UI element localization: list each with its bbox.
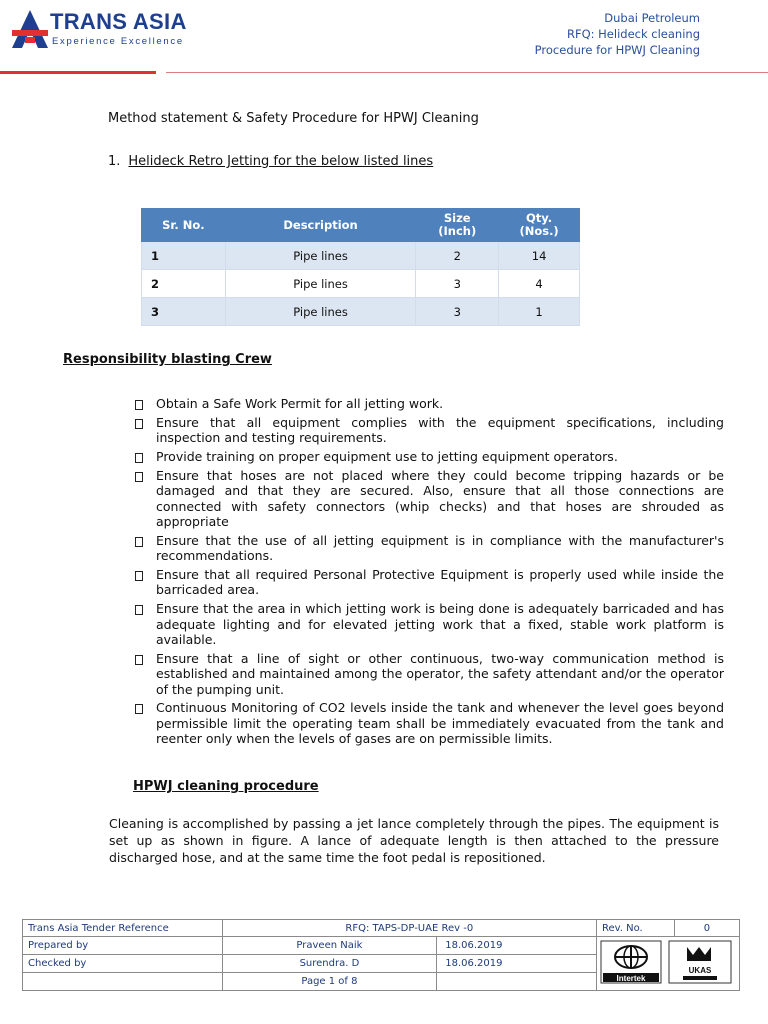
section-heading bbox=[108, 154, 433, 169]
bullet-box-icon bbox=[135, 605, 143, 615]
svg-text:UKAS: UKAS bbox=[688, 966, 712, 975]
responsibility-list bbox=[132, 396, 724, 750]
checked-date: 18.06.2019 bbox=[437, 955, 597, 973]
footer-table bbox=[22, 919, 740, 991]
svg-text:Intertek: Intertek bbox=[616, 974, 646, 983]
prepared-date: 18.06.2019 bbox=[437, 937, 597, 955]
footer-empty-cell bbox=[437, 973, 597, 991]
prepared-name: Praveen Naik bbox=[222, 937, 437, 955]
prepared-label: Prepared by bbox=[23, 937, 223, 955]
bullet-box-icon bbox=[135, 472, 143, 482]
procedure-heading: HPWJ cleaning procedure bbox=[133, 779, 319, 794]
list-item bbox=[132, 415, 724, 446]
list-item bbox=[132, 700, 724, 746]
list-item bbox=[132, 449, 724, 464]
document-title: Method statement & Safety Procedure for HPWJ Cleaning bbox=[108, 111, 479, 126]
header-rfq: RFQ: Helideck cleaning bbox=[566, 27, 700, 41]
header-info bbox=[535, 10, 700, 58]
checked-label: Checked by bbox=[23, 955, 223, 973]
list-item bbox=[132, 567, 724, 598]
list-item-text: Obtain a Safe Work Permit for all jetting work. bbox=[156, 396, 444, 411]
section-title: Helideck Retro Jetting for the below listed lines bbox=[128, 154, 434, 169]
tender-ref-label: Trans Asia Tender Reference bbox=[23, 920, 223, 937]
footer-row bbox=[23, 920, 740, 937]
cell-sr-no: 3 bbox=[142, 298, 226, 326]
logo-mark-icon bbox=[12, 10, 48, 48]
bullet-box-icon bbox=[135, 704, 143, 714]
certification-logos-icon bbox=[599, 939, 735, 985]
page-number: Page 1 of 8 bbox=[222, 973, 437, 991]
table-row bbox=[142, 298, 580, 326]
cell-size: 3 bbox=[416, 270, 499, 298]
list-item bbox=[132, 396, 724, 411]
table-header-row bbox=[142, 209, 580, 242]
checked-name: Surendra. D bbox=[222, 955, 437, 973]
cell-qty: 4 bbox=[499, 270, 580, 298]
header-divider-red bbox=[0, 71, 156, 74]
list-item-text: Ensure that all required Personal Protective Equipment is properly used while inside the barricaded area. bbox=[156, 567, 724, 598]
table-row bbox=[142, 270, 580, 298]
bullet-box-icon bbox=[135, 655, 143, 665]
col-header-qty: Qty. (Nos.) bbox=[499, 209, 580, 242]
col-header-size: Size (Inch) bbox=[416, 209, 499, 242]
table-row bbox=[142, 242, 580, 270]
cell-description: Pipe lines bbox=[225, 270, 416, 298]
list-item-text: Ensure that a line of sight or other continuous, two-way communication method is established and maintained among the operator, the safety attendant and/or the operator of the pumping unit. bbox=[156, 650, 724, 697]
logo-tagline: Experience Excellence bbox=[52, 36, 184, 47]
list-item bbox=[132, 601, 724, 647]
certification-logos bbox=[596, 937, 739, 991]
header-procedure: Procedure for HPWJ Cleaning bbox=[534, 43, 700, 57]
list-item-text: Continuous Monitoring of CO2 levels inside the tank and whenever the level goes beyond permissible limit the operating team shall be immediately evacuated from the tank and reenter only when the levels of gases are on permissible limits. bbox=[156, 700, 724, 747]
cell-qty: 1 bbox=[499, 298, 580, 326]
col-header-sr-no: Sr. No. bbox=[142, 209, 226, 242]
list-item-text: Ensure that the area in which jetting work is being done is adequately barricaded and has adequate lighting and for elevated jetting work that a fixed, stable work platform is available. bbox=[156, 601, 724, 648]
logo-wordmark: TRANS ASIA bbox=[50, 9, 187, 34]
bullet-box-icon bbox=[135, 537, 143, 547]
responsibility-heading: Responsibility blasting Crew bbox=[63, 352, 272, 367]
bullet-box-icon bbox=[135, 419, 143, 429]
cell-sr-no: 1 bbox=[142, 242, 226, 270]
section-number: 1. bbox=[108, 154, 121, 169]
bullet-box-icon bbox=[135, 571, 143, 581]
cell-sr-no: 2 bbox=[142, 270, 226, 298]
bullet-box-icon bbox=[135, 453, 143, 463]
footer-empty-cell bbox=[23, 973, 223, 991]
list-item bbox=[132, 651, 724, 697]
list-item bbox=[132, 468, 724, 530]
procedure-paragraph: Cleaning is accomplished by passing a jet lance completely through the pipes. The equipment is set up as shown in figure. A lance of adequate length is then attached to the pressure discharged hose, and at the same time the foot pedal is repositioned. bbox=[109, 816, 719, 865]
header-divider bbox=[166, 72, 768, 73]
list-item bbox=[132, 533, 724, 564]
footer-row bbox=[23, 937, 740, 955]
bullet-box-icon bbox=[135, 400, 143, 410]
cell-description: Pipe lines bbox=[225, 242, 416, 270]
cell-qty: 14 bbox=[499, 242, 580, 270]
rev-label: Rev. No. bbox=[596, 920, 674, 937]
cell-description: Pipe lines bbox=[225, 298, 416, 326]
list-item-text: Ensure that hoses are not placed where they could become tripping hazards or be damaged and that they are secured. Also, ensure that all those connections are connected with safety connectors (whip checks) and that hoses are shrouded as appropriate bbox=[156, 467, 724, 530]
list-item-text: Ensure that the use of all jetting equipment is in compliance with the manufacturer's recommendations. bbox=[156, 532, 724, 564]
cell-size: 2 bbox=[416, 242, 499, 270]
pipe-lines-table bbox=[141, 208, 580, 326]
cell-size: 3 bbox=[416, 298, 499, 326]
header-client: Dubai Petroleum bbox=[604, 11, 700, 25]
list-item-text: Provide training on proper equipment use to jetting equipment operators. bbox=[156, 449, 618, 464]
rev-value: 0 bbox=[674, 920, 739, 937]
col-header-description: Description bbox=[225, 209, 416, 242]
rfq-value: RFQ: TAPS-DP-UAE Rev -0 bbox=[222, 920, 596, 937]
list-item-text: Ensure that all equipment complies with the equipment specifications, including inspection and testing requirements. bbox=[156, 414, 724, 446]
